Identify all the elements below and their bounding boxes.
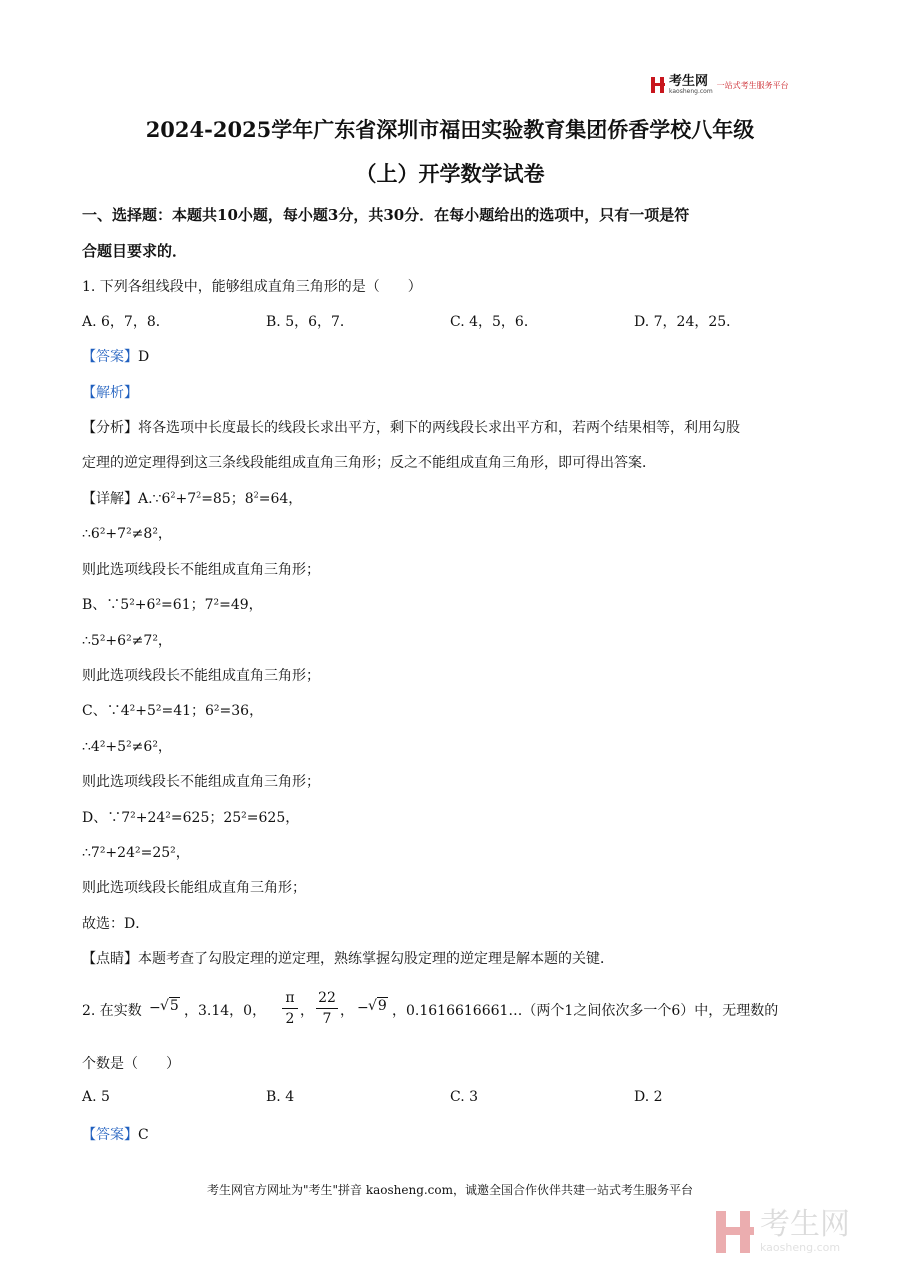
dianjing-tag: 【点睛】 bbox=[82, 951, 138, 967]
q2-tail: ，0.1616616661…（两个1之间依次多一个6）中，无理数的 bbox=[392, 1003, 779, 1019]
q2-sqrt9: √9 bbox=[368, 998, 387, 1014]
page-title-line2: （上）开学数学试卷 bbox=[355, 161, 545, 186]
logo-sub: kaosheng.com bbox=[669, 88, 713, 95]
section-heading-line1: 一、选择题：本题共10小题，每小题3分，共30分．在每小题给出的选项中，只有一项是符 bbox=[82, 206, 690, 224]
fenxi-text-1: 将各选项中长度最长的线段长求出平方，剩下的两线段长求出平方和，若两个结果相等，利用勾股 bbox=[138, 420, 740, 436]
q1-detail-a: 【详解】$A.\because 6^2+7^2=85$；$8^2=64$， bbox=[82, 490, 303, 507]
header-logo bbox=[651, 74, 789, 96]
q2-neg-sign-2: − bbox=[357, 1000, 369, 1016]
answer-value: C bbox=[138, 1127, 149, 1143]
kaosheng-watermark-icon bbox=[716, 1211, 754, 1253]
q2-numbers: ，3.14，0， bbox=[184, 1003, 267, 1019]
watermark-sub: kaosheng.com bbox=[760, 1241, 841, 1254]
answer-value: D bbox=[138, 349, 150, 365]
q1-option-a: A. 6，7，8． bbox=[82, 314, 170, 330]
q1-c-conclusion: 则此选项线段长不能组成直角三角形； bbox=[82, 774, 320, 790]
q1-b-because: B、∵5²+6²=61；7²=49， bbox=[82, 597, 263, 613]
header-slogan: 一站式考生服务平台 bbox=[716, 80, 789, 90]
q1-stem: 1. 下列各组线段中，能够组成直角三角形的是（ ） bbox=[82, 279, 422, 295]
page-title-line1: 2024-2025学年广东省深圳市福田实验教育集团侨香学校八年级 bbox=[145, 117, 755, 142]
q1-option-b: B. 5，6，7． bbox=[266, 314, 354, 330]
q1-a-therefore: ∴6²+7²≠8²， bbox=[82, 526, 172, 542]
watermark-text: 考生网 bbox=[760, 1207, 850, 1242]
q1-d-therefore: ∴7²+24²=25²， bbox=[82, 845, 190, 861]
q1-answer bbox=[82, 346, 149, 366]
q2-sqrt5: √5 bbox=[160, 998, 179, 1014]
q2-option-c: C. 3 bbox=[450, 1089, 479, 1105]
answer-tag: 【答案】 bbox=[82, 1127, 138, 1143]
q1-fenxi-line1 bbox=[82, 417, 740, 437]
q1-a-conclusion: 则此选项线段长不能组成直角三角形； bbox=[82, 562, 320, 578]
q2-option-b: B. 4 bbox=[266, 1089, 295, 1105]
q2-frac-22-over-7: 22 7 bbox=[316, 990, 338, 1027]
q2-prefix: 2. 在实数 bbox=[82, 1003, 142, 1019]
page-footer: 考生网官方网址为"考生"拼音 kaosheng.com，诚邀全国合作伙伴共建一站式考生服务平台 bbox=[206, 1183, 694, 1197]
q1-d-because: D、∵7²+24²=625；25²=625， bbox=[82, 810, 300, 826]
section-heading-line2: 合题目要求的． bbox=[82, 242, 188, 260]
q2-option-d: D. 2 bbox=[634, 1089, 663, 1105]
q1-c-therefore: ∴4²+5²≠6²， bbox=[82, 739, 172, 755]
fenxi-tag: 【分析】 bbox=[82, 420, 138, 436]
q1-option-c: C. 4，5，6． bbox=[450, 314, 538, 330]
q2-neg-sign: − bbox=[149, 1000, 161, 1016]
watermark bbox=[716, 1207, 850, 1254]
q1-fenxi-line2: 定理的逆定理得到这三条线段能组成直角三角形；反之不能组成直角三角形，即可得出答案． bbox=[82, 455, 656, 471]
q2-frac-pi-over-2: π 2 bbox=[282, 990, 298, 1027]
dianjing-text: 本题考查了勾股定理的逆定理，熟练掌握勾股定理的逆定理是解本题的关键． bbox=[138, 951, 614, 967]
q1-b-conclusion: 则此选项线段长不能组成直角三角形； bbox=[82, 668, 320, 684]
detail-tag: 【详解】 bbox=[82, 491, 138, 507]
q1-dianjing bbox=[82, 948, 614, 968]
q1-choose: 故选：D． bbox=[82, 916, 150, 932]
q1-option-d: D. 7，24，25． bbox=[634, 314, 741, 330]
logo-text: 考生网 bbox=[669, 74, 709, 89]
kaosheng-logo-icon bbox=[651, 77, 665, 93]
q2-option-a: A. 5 bbox=[82, 1089, 110, 1105]
q2-answer bbox=[82, 1124, 149, 1144]
q1-b-therefore: ∴5²+6²≠7²， bbox=[82, 633, 172, 649]
analysis-tag: 【解析】 bbox=[82, 385, 138, 401]
answer-tag: 【答案】 bbox=[82, 349, 138, 365]
q1-c-because: C、∵4²+5²=41；6²=36， bbox=[82, 703, 264, 719]
q2-stem-line2: 个数是（ ） bbox=[82, 1056, 180, 1072]
q1-d-conclusion: 则此选项线段长能组成直角三角形； bbox=[82, 880, 306, 896]
